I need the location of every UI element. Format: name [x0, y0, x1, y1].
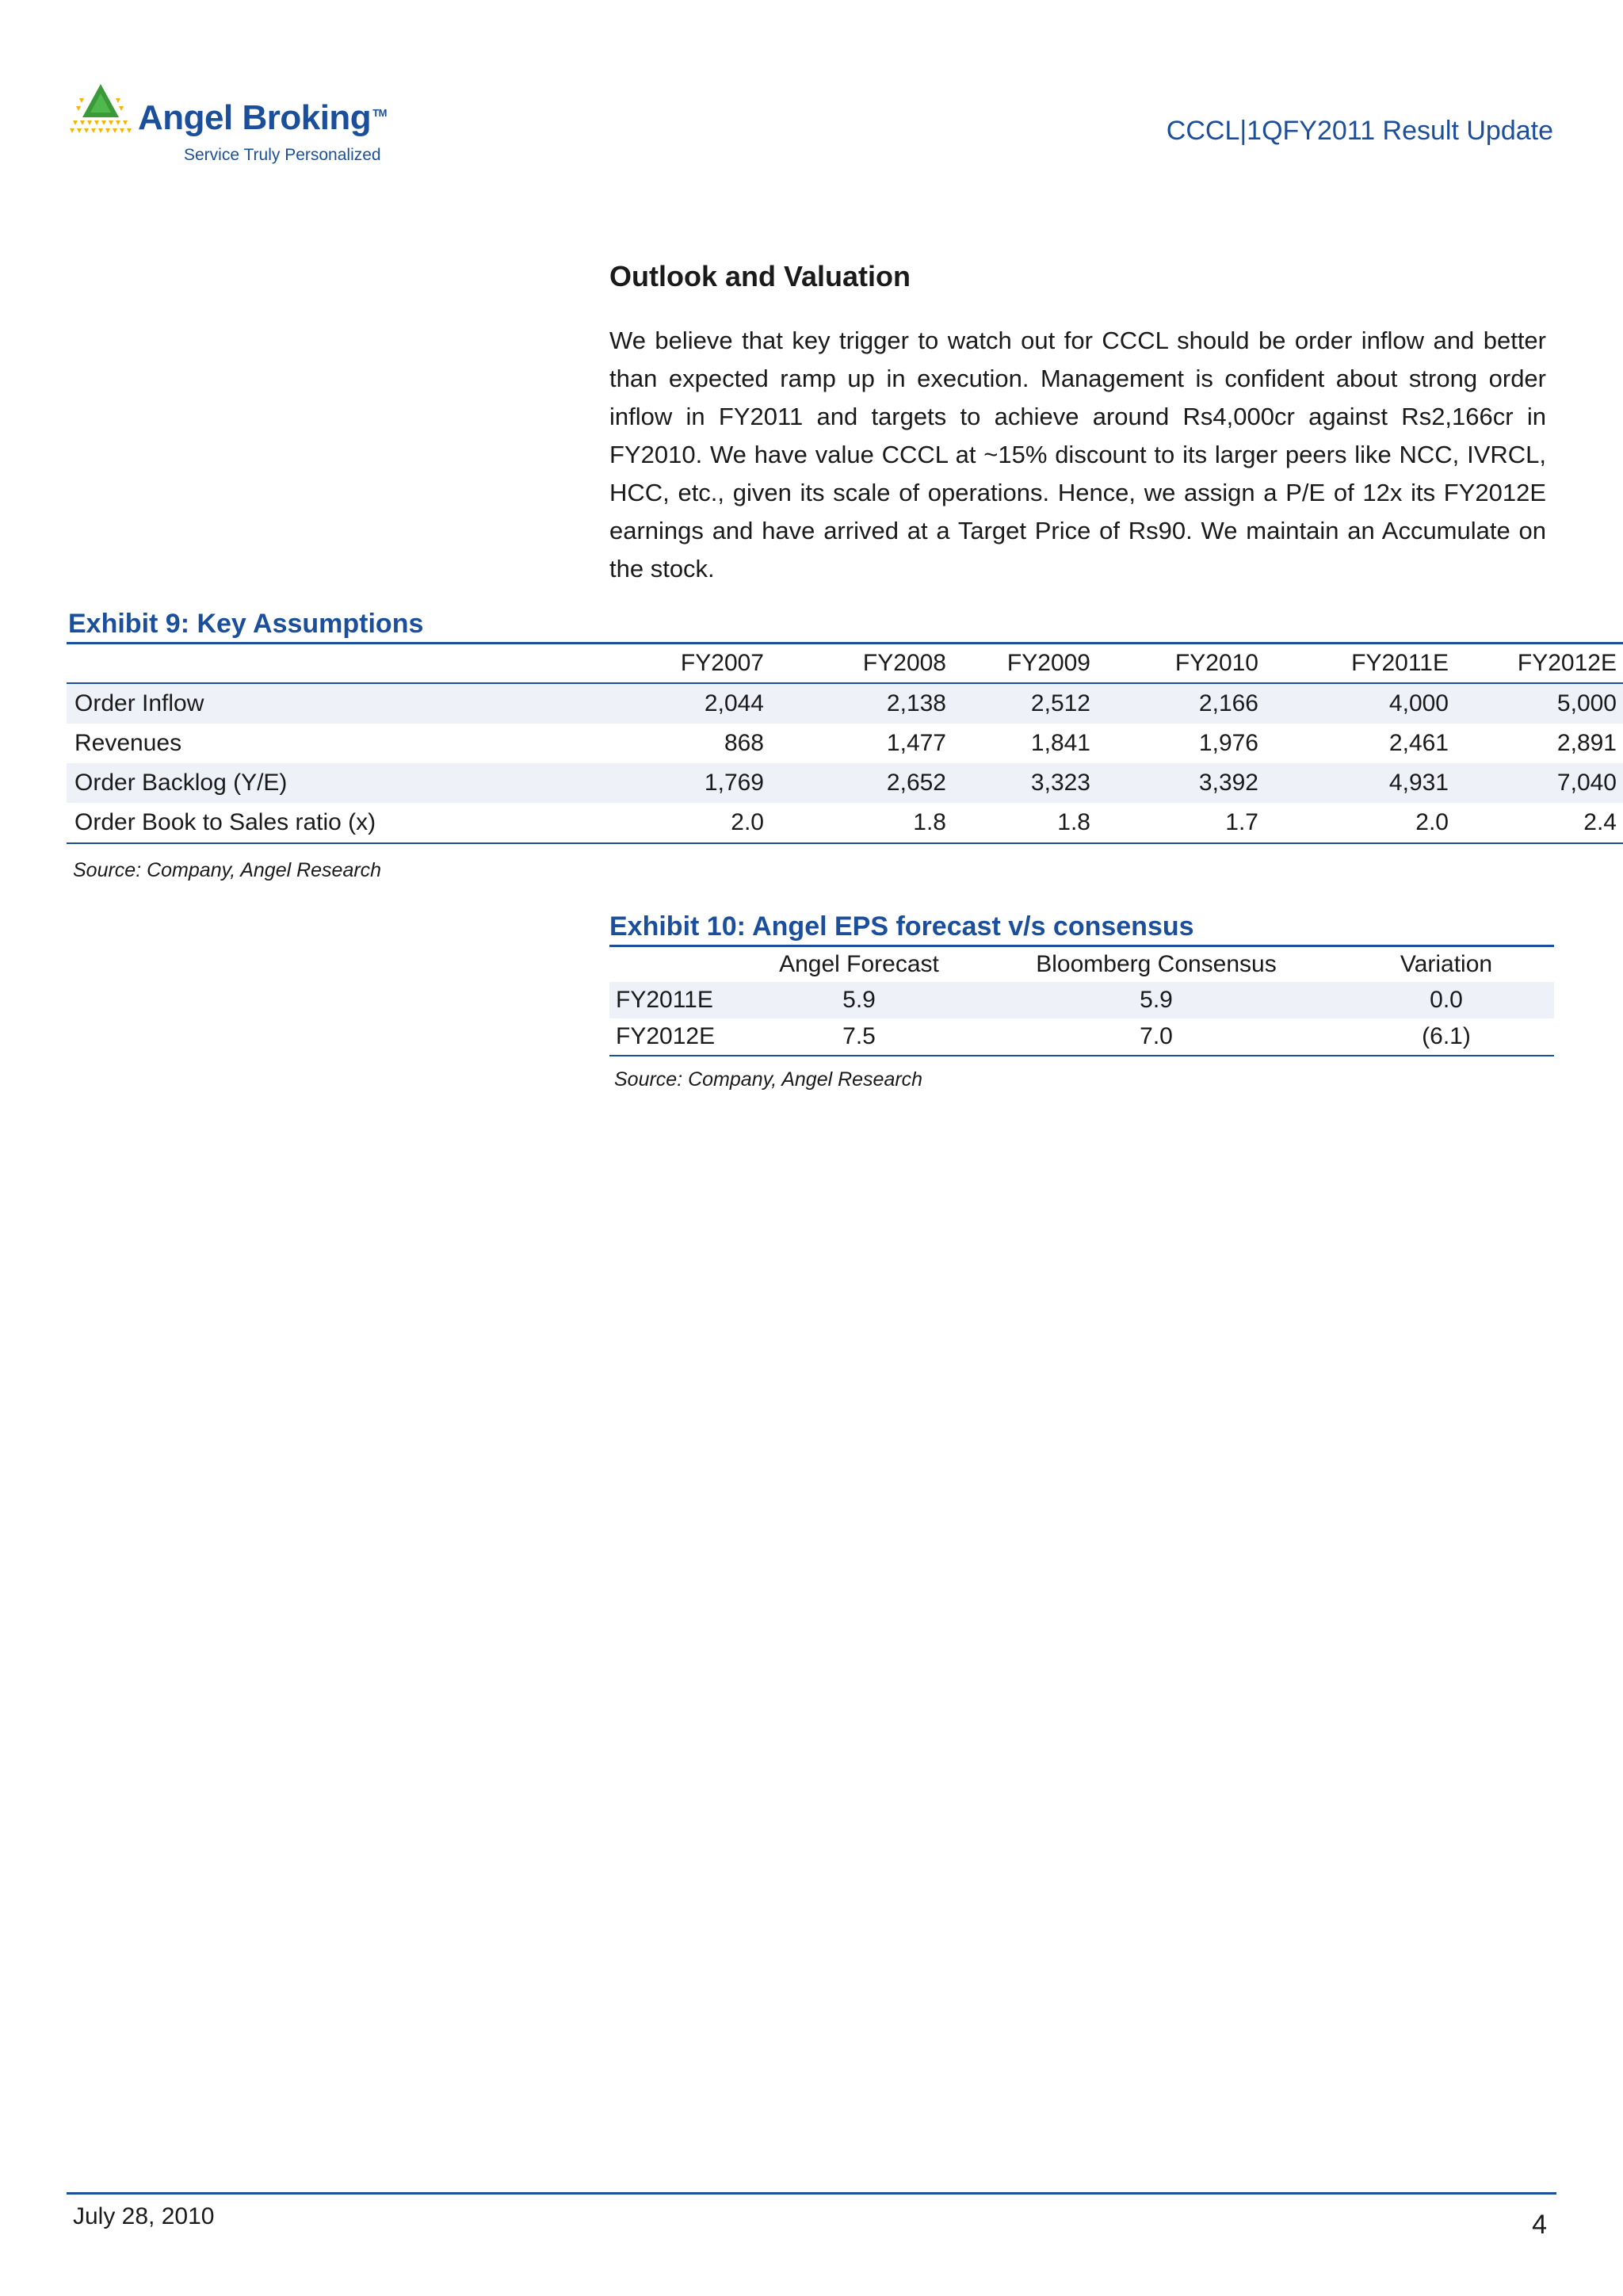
row-label: Revenues	[74, 730, 182, 756]
table-cell: 4,931	[1388, 770, 1449, 796]
column-header: Variation	[1400, 951, 1493, 977]
document-title: CCCL|1QFY2011 Result Update	[1166, 116, 1553, 146]
logo-tagline: Service Truly Personalized	[184, 146, 381, 164]
table-cell: 2,044	[704, 690, 764, 716]
table-cell: 7.5	[842, 1023, 876, 1049]
table-cell: 1.7	[1225, 809, 1258, 835]
table-cell: 7.0	[1140, 1023, 1173, 1049]
row-label: Order Book to Sales ratio (x)	[74, 809, 376, 835]
table-row	[67, 724, 1623, 763]
table-cell: 0.0	[1430, 987, 1463, 1013]
exhibit-9-source: Source: Company, Angel Research	[73, 859, 382, 881]
table-cell: 2,512	[1030, 690, 1090, 716]
exhibit-10-source: Source: Company, Angel Research	[614, 1068, 923, 1091]
eps-forecast-table	[609, 945, 1554, 1056]
brand-logo	[68, 82, 401, 170]
column-header: FY2007	[680, 650, 764, 676]
column-header	[609, 946, 744, 983]
table-cell: 3,323	[1030, 770, 1090, 796]
table-cell: 1,841	[1030, 730, 1090, 756]
row-label: Order Inflow	[74, 690, 204, 716]
table-cell: 2,166	[1198, 690, 1258, 716]
table-cell: 5.9	[842, 987, 876, 1013]
logo-trademark: TM	[372, 107, 387, 120]
table-cell: 5,000	[1556, 690, 1617, 716]
column-header	[67, 644, 574, 684]
table-cell: 1.8	[913, 809, 946, 835]
column-header: FY2012E	[1517, 650, 1617, 676]
footer-divider	[67, 2192, 1556, 2195]
table-cell: 2,891	[1556, 730, 1617, 756]
row-label: Order Backlog (Y/E)	[74, 770, 288, 796]
outlook-paragraph: We believe that key trigger to watch out for CCCL should be order inflow and better than expected ramp up in execution. Management is confident about strong order inflow in FY2011 and targets to achieve around Rs4,000cr against Rs2,166cr in FY2010. We have value CCCL at ~15% discount to its larger peers like NCC, IVRCL, HCC, etc., given its scale of operations. Hence, we assign a P/E of 12x its FY2012E earnings and have arrived at a Target Price of Rs90. We maintain an Accumulate on the stock.	[609, 327, 1546, 583]
table-row	[67, 683, 1623, 724]
column-header: FY2011E	[1351, 650, 1449, 676]
table-header-row	[67, 644, 1623, 684]
table-cell: 7,040	[1556, 770, 1617, 796]
table-cell: 5.9	[1140, 987, 1173, 1013]
table-row	[67, 803, 1623, 843]
table-cell: 2,652	[886, 770, 946, 796]
table-cell: 2,461	[1388, 730, 1449, 756]
page-number: 4	[1532, 2210, 1547, 2240]
table-cell: (6.1)	[1422, 1023, 1471, 1049]
key-assumptions-table	[67, 642, 1623, 844]
table-cell: 2,138	[886, 690, 946, 716]
table-cell: 1.8	[1057, 809, 1090, 835]
column-header: FY2010	[1174, 650, 1258, 676]
column-header: FY2009	[1006, 650, 1090, 676]
table-cell: 4,000	[1388, 690, 1449, 716]
column-header: Angel Forecast	[779, 951, 939, 977]
table-cell: 3,392	[1198, 770, 1258, 796]
angel-broking-logo-icon	[68, 82, 133, 143]
table-cell: 2.4	[1583, 809, 1617, 835]
row-label: FY2012E	[616, 1023, 716, 1049]
table-cell: 1,976	[1198, 730, 1258, 756]
logo-name: Angel Broking ™	[138, 98, 387, 137]
table-row	[67, 763, 1623, 803]
exhibit-10-title: Exhibit 10: Angel EPS forecast v/s consensus	[609, 911, 1194, 942]
exhibit-9-title: Exhibit 9: Key Assumptions	[68, 609, 424, 639]
table-row	[609, 1018, 1554, 1056]
table-cell: 1,477	[886, 730, 946, 756]
table-header-row	[609, 946, 1554, 983]
column-header: FY2008	[862, 650, 946, 676]
table-cell: 868	[724, 730, 764, 756]
section-title-outlook: Outlook and Valuation	[609, 260, 911, 292]
column-header: Bloomberg Consensus	[1036, 951, 1277, 977]
table-row	[609, 982, 1554, 1018]
footer-date: July 28, 2010	[73, 2203, 215, 2229]
table-cell: 2.0	[1415, 809, 1449, 835]
table-cell: 1,769	[704, 770, 764, 796]
row-label: FY2011E	[616, 987, 713, 1013]
table-cell: 2.0	[731, 809, 764, 835]
